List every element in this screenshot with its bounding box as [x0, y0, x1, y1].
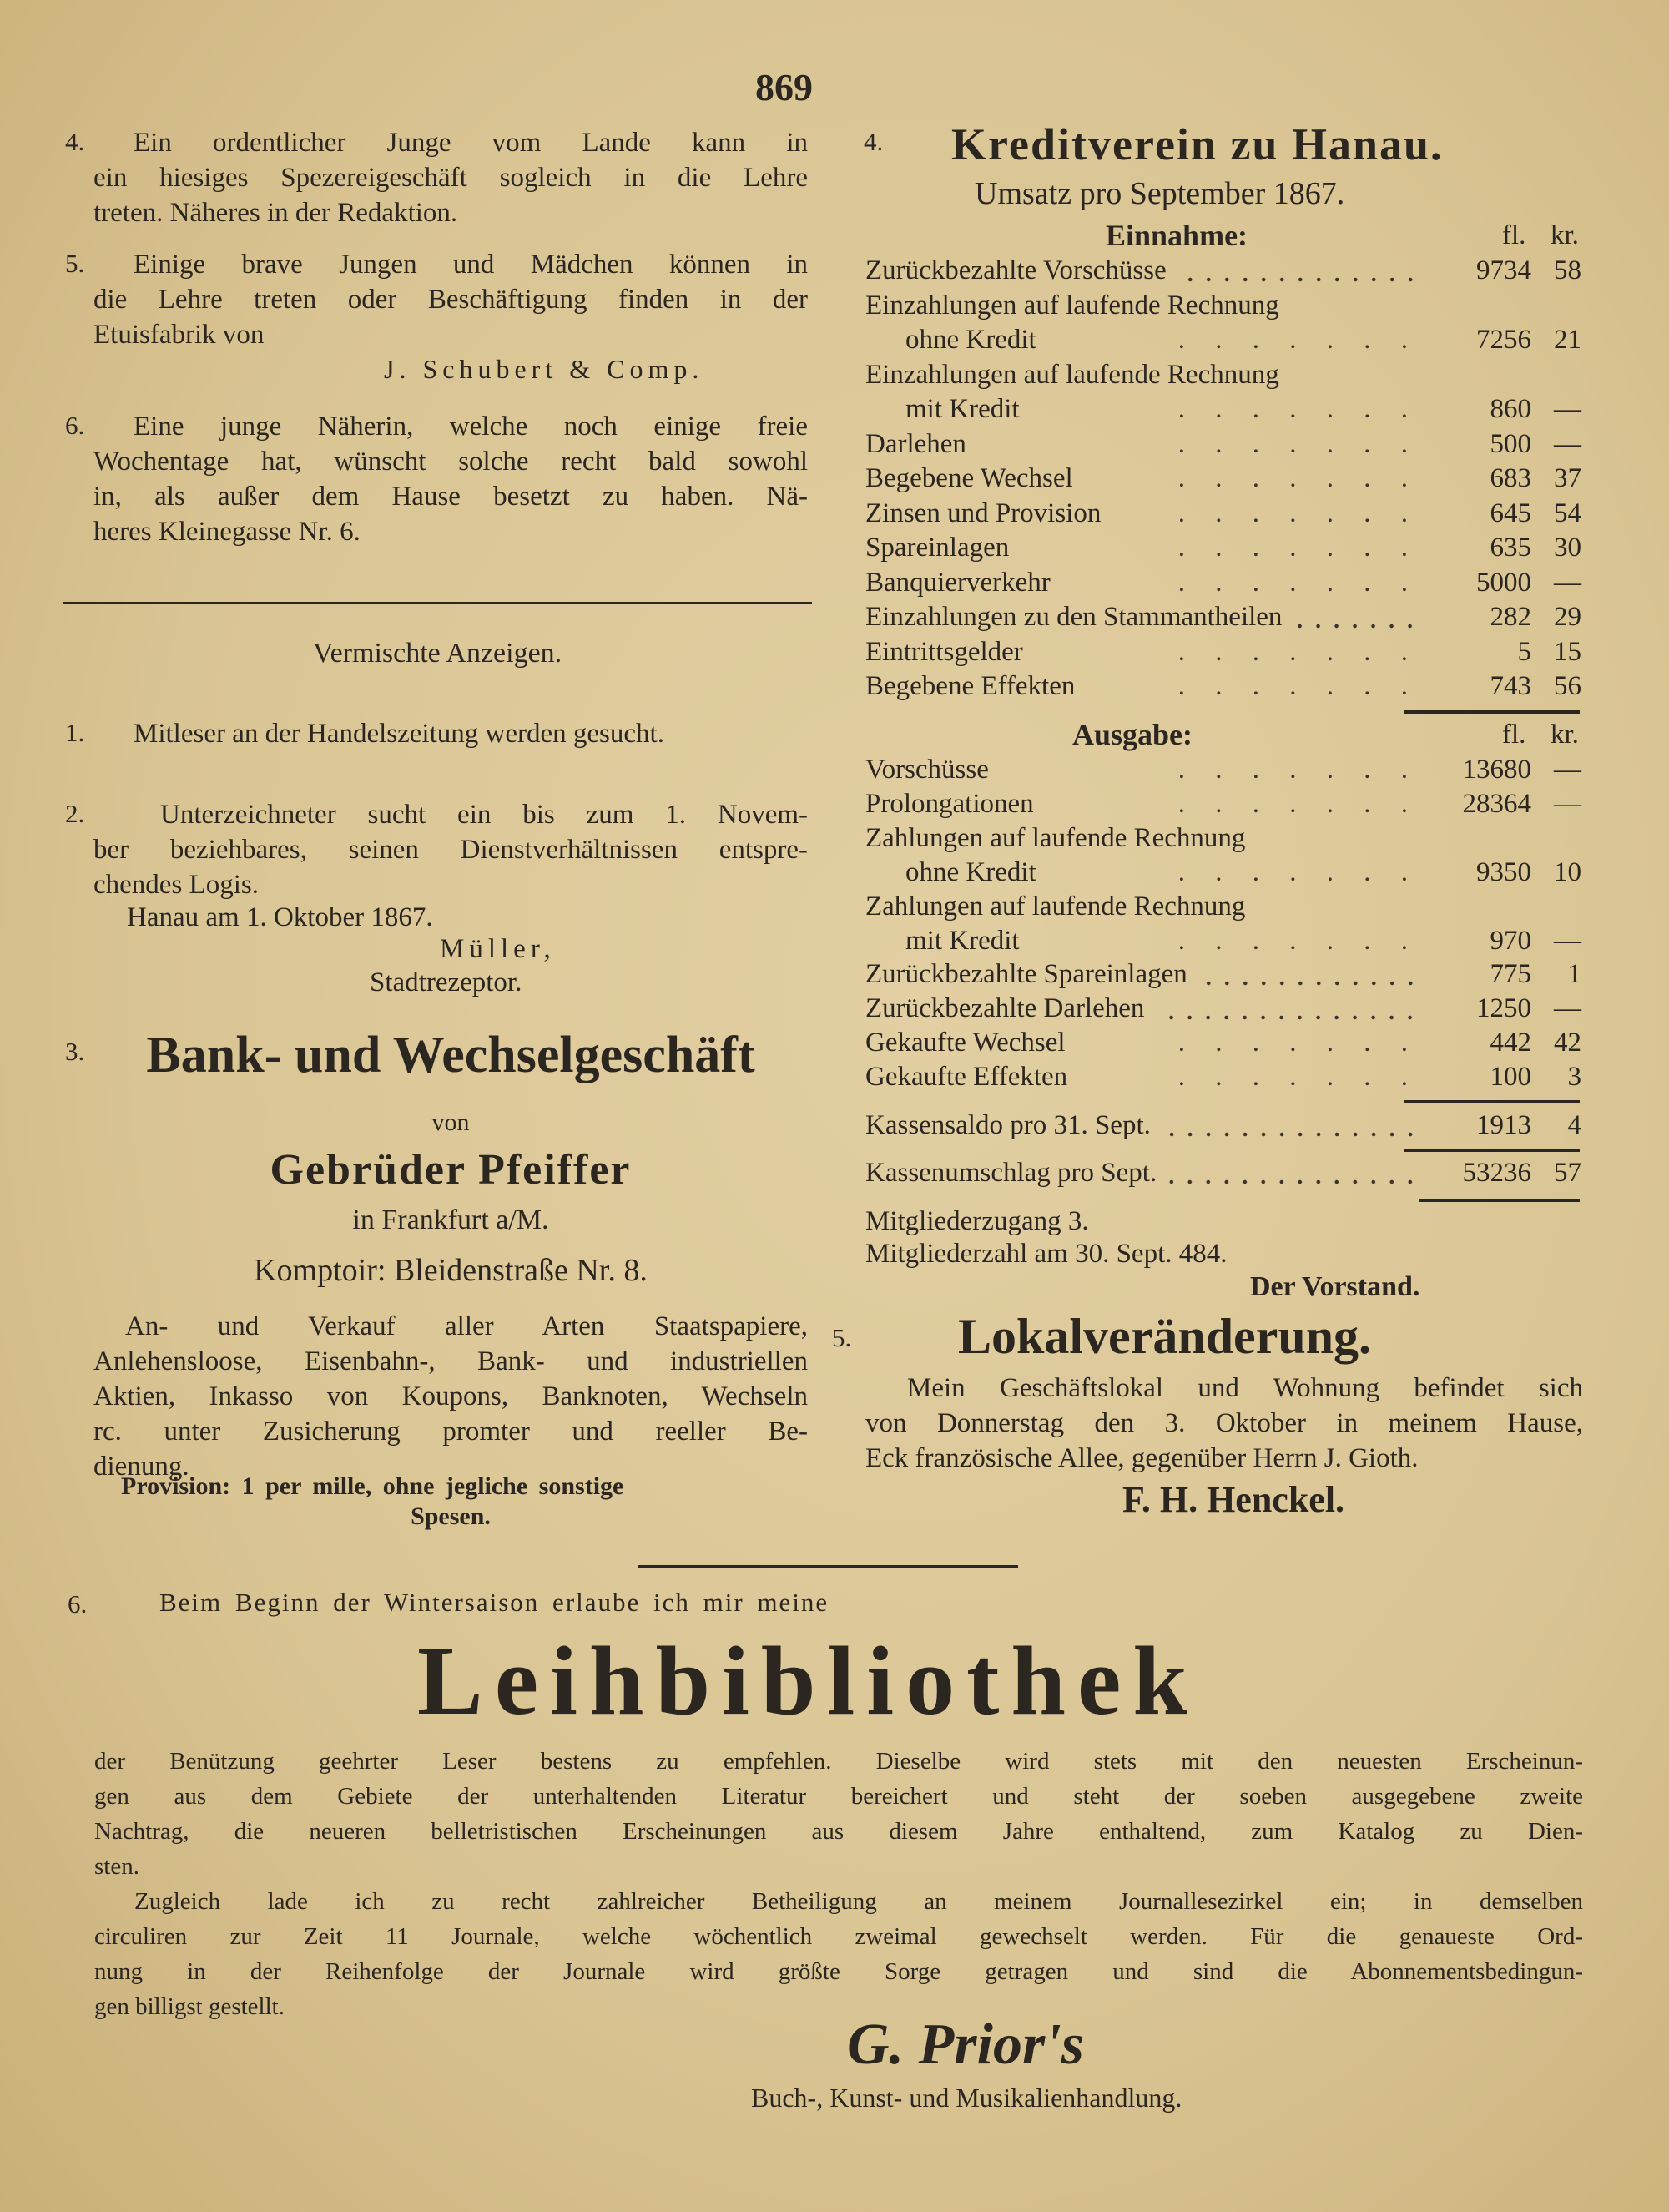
item-number: 6. — [65, 411, 85, 440]
ad-text — [134, 716, 808, 751]
table-row — [865, 566, 1581, 600]
text-line: chendes Logis. — [93, 870, 259, 900]
dot-leader — [1293, 600, 1419, 634]
row-label: mit Kredit — [905, 394, 1020, 424]
ad-text — [865, 1371, 1583, 1476]
text-line: Nachtrag, die neueren belletristischen Erscheinungen aus diesem Jahre enthaltend, zum Katalog zu Dien- — [94, 1818, 1583, 1845]
expense-title: Ausgabe: — [1072, 718, 1193, 751]
row-label: Vorschüsse — [865, 755, 989, 785]
amount-kr: — — [1554, 567, 1581, 598]
table-row — [865, 924, 1581, 958]
amount-kr: 30 — [1554, 533, 1581, 563]
text-line: treten. Näheres in der Redaktion. — [93, 198, 458, 228]
row-label: Begebene Wechsel — [865, 463, 1073, 493]
item-number: 1. — [65, 718, 85, 747]
amount-kr: 29 — [1554, 602, 1581, 632]
amount-fl: 9734 — [1476, 255, 1531, 285]
text-line: gen billigst gestellt. — [94, 1993, 285, 2020]
ad-heading: Lokalveränderung. — [958, 1309, 1372, 1364]
table-row — [865, 531, 1581, 565]
amount-fl: 7256 — [1476, 325, 1531, 355]
table-row — [865, 323, 1581, 357]
signature: F. H. Henckel. — [1122, 1479, 1345, 1520]
intro-line: Beim Beginn der Wintersaison erlaube ich mir meine — [159, 1588, 829, 1617]
table-row-label — [865, 289, 1581, 323]
amount-fl: 1250 — [1476, 993, 1531, 1024]
row-label: Gekaufte Effekten — [865, 1062, 1068, 1093]
item-number: 2. — [65, 799, 85, 828]
row-label: ohne Kredit — [905, 856, 1036, 887]
amount-kr: 58 — [1554, 255, 1581, 285]
ad-title: Stadtrezeptor. — [370, 967, 522, 997]
row-label: Zurückbezahlte Darlehen — [865, 993, 1145, 1024]
table-row — [865, 392, 1581, 427]
amount-kr: 54 — [1554, 497, 1581, 528]
amount-fl: 860 — [1490, 394, 1531, 424]
text-line: ein hiesiges Spezereigeschäft sogleich in die Lehre — [93, 163, 808, 193]
row-label: ohne Kredit — [905, 325, 1036, 355]
section-title: Vermischte Anzeigen. — [312, 638, 562, 669]
dot-leader: . . . . . . . — [1177, 463, 1419, 493]
col-kr: kr. — [1551, 720, 1579, 750]
row-label: Zahlungen auf laufende Rechnung — [865, 822, 1246, 853]
amount-kr: — — [1554, 788, 1581, 819]
dot-leader: . . . . . . . — [1177, 1028, 1419, 1058]
table-row — [865, 787, 1581, 821]
row-label: Kassenumschlag pro Sept. — [865, 1158, 1157, 1188]
table-row — [865, 1026, 1581, 1060]
ad-heading: Leihbibliothek — [417, 1626, 1200, 1735]
ad-date: Hanau am 1. Oktober 1867. — [127, 902, 433, 932]
amount-fl: 775 — [1490, 959, 1531, 990]
ad-text — [93, 247, 808, 352]
text-line: Anlehensloose, Eisenbahn-, Bank- und industriellen — [93, 1346, 808, 1376]
text-line: rc. unter Zusicherung promter und reeller Be- — [93, 1417, 808, 1447]
table-row — [865, 600, 1581, 634]
amount-fl: 5000 — [1476, 567, 1531, 598]
text-line: circuliren zur Zeit 11 Journale, welche wöchentlich zweimal gewechselt werden. Für die genaueste Ord- — [94, 1923, 1583, 1950]
report-subtitle: Umsatz pro September 1867. — [975, 176, 1345, 211]
row-label: mit Kredit — [905, 925, 1020, 956]
dot-leader: . . . . . . . — [1177, 788, 1419, 819]
row-label: Begebene Effekten — [865, 671, 1076, 701]
dot-leader: . . . . . . . — [1177, 394, 1419, 424]
sum-rule — [1404, 710, 1580, 714]
amount-fl: 743 — [1490, 671, 1531, 701]
ad-firm-sub: Buch-, Kunst- und Musikalienhandlung. — [751, 2083, 1182, 2113]
amount-fl: 970 — [1490, 925, 1531, 956]
ad-text — [93, 797, 808, 902]
amount-fl: 635 — [1490, 533, 1531, 563]
row-label: Eintrittsgelder — [865, 636, 1023, 667]
amount-fl: 442 — [1490, 1028, 1531, 1058]
table-row-label — [865, 358, 1581, 392]
dot-leader — [1156, 992, 1419, 1026]
text-line: Mein Geschäftslokal und Wohnung befindet sich — [907, 1373, 1583, 1403]
col-kr: kr. — [1551, 220, 1579, 250]
turnover-row — [865, 1156, 1581, 1190]
row-label: Zurückbezahlte Vorschüsse — [865, 255, 1167, 285]
text-line: die Lehre treten oder Beschäftigung finden in der — [93, 285, 808, 315]
text-line: Einige brave Jungen und Mädchen können in — [134, 250, 808, 280]
report-title: Kreditverein zu Hanau. — [951, 119, 1444, 169]
col-fl: fl. — [1502, 220, 1526, 250]
row-label: Prolongationen — [865, 788, 1034, 819]
amount-kr: 4 — [1567, 1110, 1581, 1140]
table-row — [865, 957, 1581, 992]
board-signature: Der Vorstand. — [1250, 1271, 1420, 1302]
ad-heading: Bank- und Wechselgeschäft — [146, 1027, 755, 1083]
text-line: Eck französische Allee, gegenüber Herrn J. Gioth. — [865, 1443, 1419, 1473]
text-line: heres Kleinegasse Nr. 6. — [93, 517, 361, 547]
row-label: Zahlungen auf laufende Rechnung — [865, 891, 1246, 922]
dot-leader: . . . . . . . — [1177, 1062, 1419, 1093]
text-line: ber beziehbares, seinen Dienstverhältnissen entspre- — [93, 835, 808, 865]
table-row — [865, 856, 1581, 890]
amount-kr: 56 — [1554, 671, 1581, 701]
text-line: in, als außer dem Hause besetzt zu haben. Nä- — [93, 482, 808, 512]
amount-kr: 10 — [1554, 856, 1581, 887]
balance-row — [865, 1109, 1581, 1143]
amount-kr: 3 — [1567, 1062, 1581, 1093]
divider — [63, 602, 812, 604]
ad-provision-2: Spesen. — [411, 1502, 491, 1530]
text-line: dienung. — [93, 1452, 189, 1482]
amount-fl: 100 — [1490, 1062, 1531, 1093]
table-row — [865, 1060, 1581, 1094]
members-new: Mitgliederzugang 3. — [865, 1206, 1089, 1236]
amount-fl: 500 — [1490, 428, 1531, 459]
text-line: Unterzeichneter sucht ein bis zum 1. Novem- — [160, 800, 808, 830]
item-number: 4. — [864, 127, 884, 156]
row-label: Einzahlungen auf laufende Rechnung — [865, 290, 1279, 321]
amount-kr: 21 — [1554, 325, 1581, 355]
ad-firm: Gebrüder Pfeiffer — [270, 1146, 632, 1194]
text-line: Eine junge Näherin, welche noch einige freie — [134, 412, 808, 442]
page-number: 869 — [755, 66, 813, 109]
table-row — [865, 497, 1581, 531]
dot-leader: . . . . . . . — [1177, 567, 1419, 598]
item-number: 4. — [65, 127, 85, 156]
amount-kr: 57 — [1554, 1158, 1581, 1188]
dot-leader: . . . . . . . — [1177, 325, 1419, 355]
dot-leader: . . . . . . . — [1177, 856, 1419, 887]
text-line: Wochentage hat, wünscht solche recht bald sowohl — [93, 447, 808, 477]
dot-leader — [1168, 1156, 1419, 1190]
amount-fl: 282 — [1490, 602, 1531, 632]
ad-city: in Frankfurt a/M. — [352, 1204, 549, 1235]
item-number: 3. — [65, 1037, 85, 1066]
amount-kr: — — [1554, 925, 1581, 956]
text-line: Ein ordentlicher Junge vom Lande kann in — [134, 128, 808, 158]
text-line: gen aus dem Gebiete der unterhaltenden Literatur bereichert und steht der soeben ausgegebene zweite — [94, 1783, 1583, 1810]
item-number: 5. — [832, 1323, 852, 1352]
amount-kr: — — [1554, 428, 1581, 459]
row-label: Spareinlagen — [865, 533, 1010, 563]
text-line: Mitleser an der Handelszeitung werden gesucht. — [134, 719, 664, 749]
amount-kr: — — [1554, 394, 1581, 424]
table-row — [865, 635, 1581, 669]
dot-leader: . . . . . . . — [1177, 497, 1419, 528]
amount-fl: 1913 — [1476, 1110, 1531, 1140]
row-label: Zurückbezahlte Spareinlagen — [865, 959, 1187, 990]
amount-kr: 15 — [1554, 636, 1581, 667]
row-label: Kassensaldo pro 31. Sept. — [865, 1110, 1151, 1140]
dot-leader: . . . . . . . — [1177, 533, 1419, 563]
text-line: nung in der Reihenfolge der Journale wird größte Sorge getragen und sind die Abonnementsbedingun- — [94, 1958, 1583, 1985]
table-row — [865, 427, 1581, 462]
amount-kr: 42 — [1554, 1028, 1581, 1058]
ad-text — [93, 1309, 808, 1484]
row-label: Zinsen und Provision — [865, 497, 1102, 528]
amount-fl: 683 — [1490, 463, 1531, 493]
ad-von: von — [431, 1109, 470, 1136]
amount-fl: 53236 — [1462, 1158, 1531, 1188]
sum-rule — [1404, 1149, 1580, 1152]
text-line: sten. — [94, 1853, 139, 1880]
signature: J. Schubert & Comp. — [384, 354, 704, 384]
item-number: 6. — [68, 1589, 88, 1619]
table-row — [865, 462, 1581, 496]
amount-fl: 5 — [1517, 636, 1531, 667]
row-label: Darlehen — [865, 428, 966, 459]
ad-provision: Provision: 1 per mille, ohne jegliche sonstige — [121, 1472, 624, 1500]
table-row — [865, 669, 1581, 704]
amount-fl: 9350 — [1476, 856, 1531, 887]
amount-fl: 28364 — [1462, 788, 1531, 819]
text-line: An- und Verkauf aller Arten Staatspapiere, — [125, 1311, 808, 1341]
amount-fl: 645 — [1490, 497, 1531, 528]
ad-text — [93, 409, 808, 549]
table-row-label — [865, 890, 1581, 924]
income-title: Einnahme: — [1106, 219, 1248, 252]
table-row — [865, 992, 1581, 1026]
ad-text — [94, 1745, 1583, 2025]
dot-leader: . . . . . . . — [1177, 428, 1419, 459]
dot-leader — [1162, 1109, 1419, 1143]
members-total: Mitgliederzahl am 30. Sept. 484. — [865, 1239, 1228, 1269]
table-row — [865, 254, 1581, 288]
dot-leader: . . . . . . . — [1177, 755, 1419, 785]
ad-firm: G. Prior's — [847, 2013, 1084, 2077]
divider — [638, 1565, 1018, 1568]
ad-office: Komptoir: Bleidenstraße Nr. 8. — [254, 1253, 648, 1288]
ad-name: Müller, — [440, 934, 556, 964]
row-label: Einzahlungen zu den Stammantheilen — [865, 602, 1283, 632]
ad-text — [93, 125, 808, 230]
row-label: Einzahlungen auf laufende Rechnung — [865, 359, 1279, 390]
text-line: Etuisfabrik von — [93, 320, 265, 350]
amount-kr: 37 — [1554, 463, 1581, 493]
text-line: der Benützung geehrter Leser bestens zu empfehlen. Dieselbe wird stets mit den neuesten Erscheinun- — [94, 1748, 1583, 1775]
amount-kr: 1 — [1567, 959, 1581, 990]
dot-leader: . . . . . . . — [1177, 636, 1419, 667]
col-fl: fl. — [1502, 720, 1526, 750]
amount-fl: 13680 — [1462, 755, 1531, 785]
row-label: Banquierverkehr — [865, 567, 1051, 598]
text-line: Aktien, Inkasso von Koupons, Banknoten, Wechseln — [93, 1381, 808, 1412]
amount-kr: — — [1554, 993, 1581, 1024]
dot-leader — [1178, 254, 1419, 288]
dot-leader: . . . . . . . — [1177, 671, 1419, 701]
amount-kr: — — [1554, 755, 1581, 785]
row-label: Gekaufte Wechsel — [865, 1028, 1066, 1058]
table-row-label — [865, 821, 1581, 856]
text-line: von Donnerstag den 3. Oktober in meinem Hause, — [865, 1408, 1583, 1438]
dot-leader: . . . . . . . — [1177, 925, 1419, 956]
sum-rule — [1419, 1199, 1580, 1202]
dot-leader — [1199, 957, 1419, 992]
item-number: 5. — [65, 249, 85, 278]
text-line: Zugleich lade ich zu recht zahlreicher Betheiligung an meinem Journallesezirkel ein; in demselben — [134, 1888, 1583, 1915]
sum-rule — [1404, 1100, 1580, 1103]
table-row — [865, 753, 1581, 787]
